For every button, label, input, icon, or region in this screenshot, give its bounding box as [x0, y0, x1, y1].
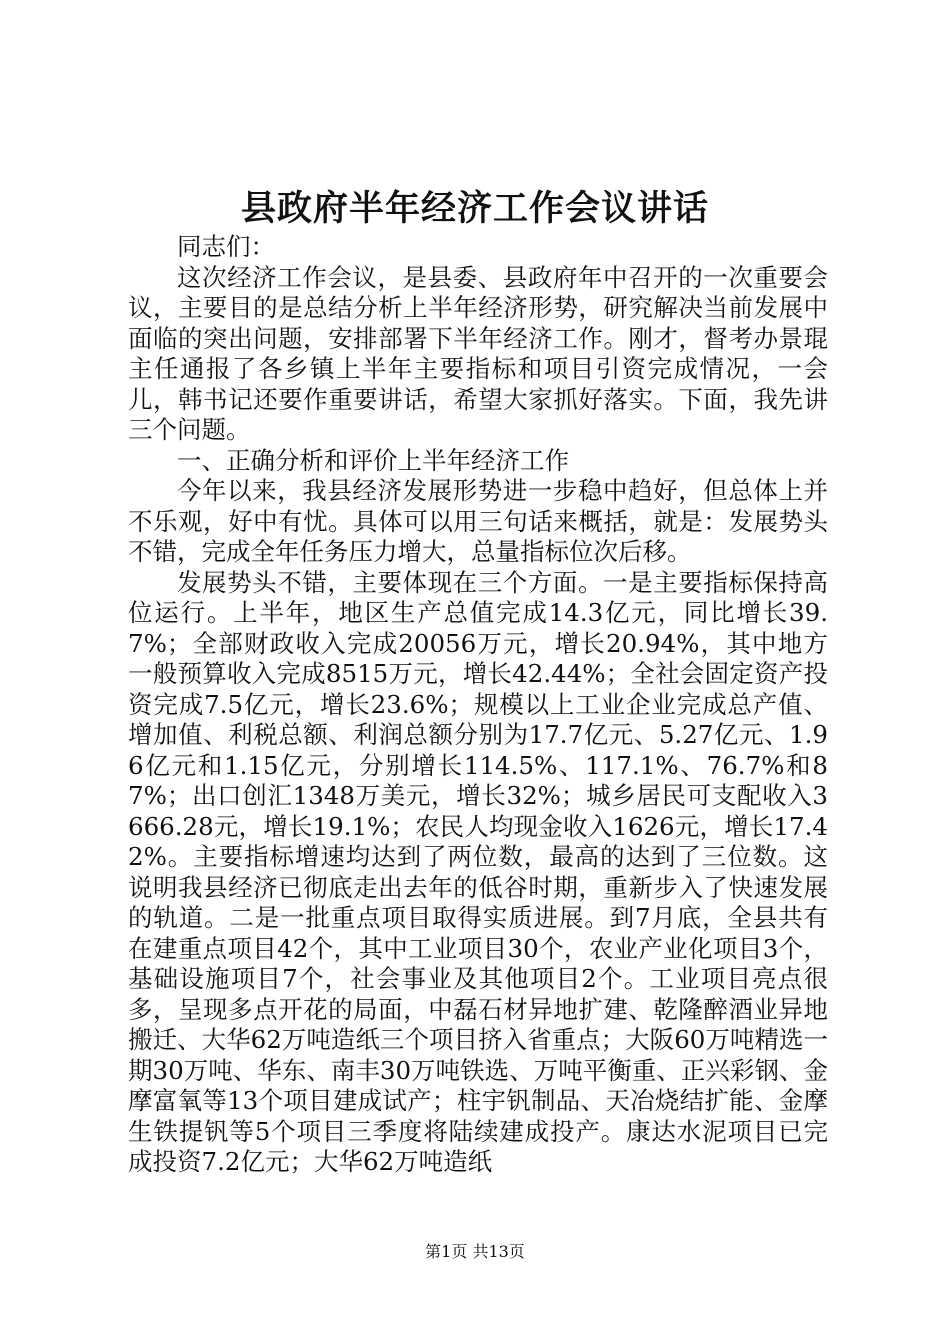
- section-heading: 一、正确分析和评价上半年经济工作: [177, 445, 569, 475]
- paragraph-details: 发展势头不错，主要体现在三个方面。一是主要指标保持高位运行。上半年，地区生产总值完成14.3亿元，同比增长39.7%；全部财政收入完成20056万元，增长20.94%，其中地方一般预算收入完成8515万元，增长42.44%；全社会固定资产投资完成7.5亿元，增长23.6%；规模以上工业企业完成总产值、增加值、利税总额、利润总额分别为17.7亿元、5.27亿元、1.96亿元和1.15亿元，分别增长114.5%、117.1%、76.7%和87%；出口创汇1348万美元，增长32%；城乡居民可支配收入3666.28元，增长19.1%；农民人均现金收入1626元，增长17.42%。主要指标增速均达到了两位数，最高的达到了三位数。这说明我县经济已彻底走出去年的低谷时期，重新步入了快速发展的轨道。二是一批重点项目取得实质进展。到7月底，全县共有在建重点项目42个，其中工业项目30个，农业产业化项目3个，基础设施项目7个，社会事业及其他项目2个。工业项目亮点很多，呈现多点开花的局面，中磊石材异地扩建、乾隆醉酒业异地搬迁、大华62万吨造纸三个项目挤入省重点；大阪60万吨精选一期30万吨、华东、南丰30万吨铁选、万吨平衡重、正兴彩钢、金摩富氧等13个项目建成试产；柱宇钒制品、天冶烧结扩能、金摩生铁提钒等5个项目三季度将陆续建成投产。康达水泥项目已完成投资7.2亿元；大华62万吨造纸: [128, 567, 828, 1176]
- document-title: 县政府半年经济工作会议讲话: [240, 188, 709, 229]
- paragraph-intro: 这次经济工作会议，是县委、县政府年中召开的一次重要会议，主要目的是总结分析上半年经济形势，研究解决当前发展中面临的突出问题，安排部署下半年经济工作。刚才，督考办景琨主任通报了各乡镇上半年主要指标和项目引资完成情况，一会儿，韩书记还要作重要讲话，希望大家抓好落实。下面，我先讲三个问题。: [128, 262, 828, 444]
- paragraph-salutation: 同志们：: [177, 232, 275, 261]
- page-number: 第1页 共13页: [425, 1242, 525, 1261]
- paragraph-overview: 今年以来，我县经济发展形势进一步稳中趋好，但总体上并不乐观，好中有忧。具体可以用三句话来概括，就是：发展势头不错，完成全年任务压力增大，总量指标位次后移。: [128, 476, 828, 566]
- document-body: [128, 232, 828, 1178]
